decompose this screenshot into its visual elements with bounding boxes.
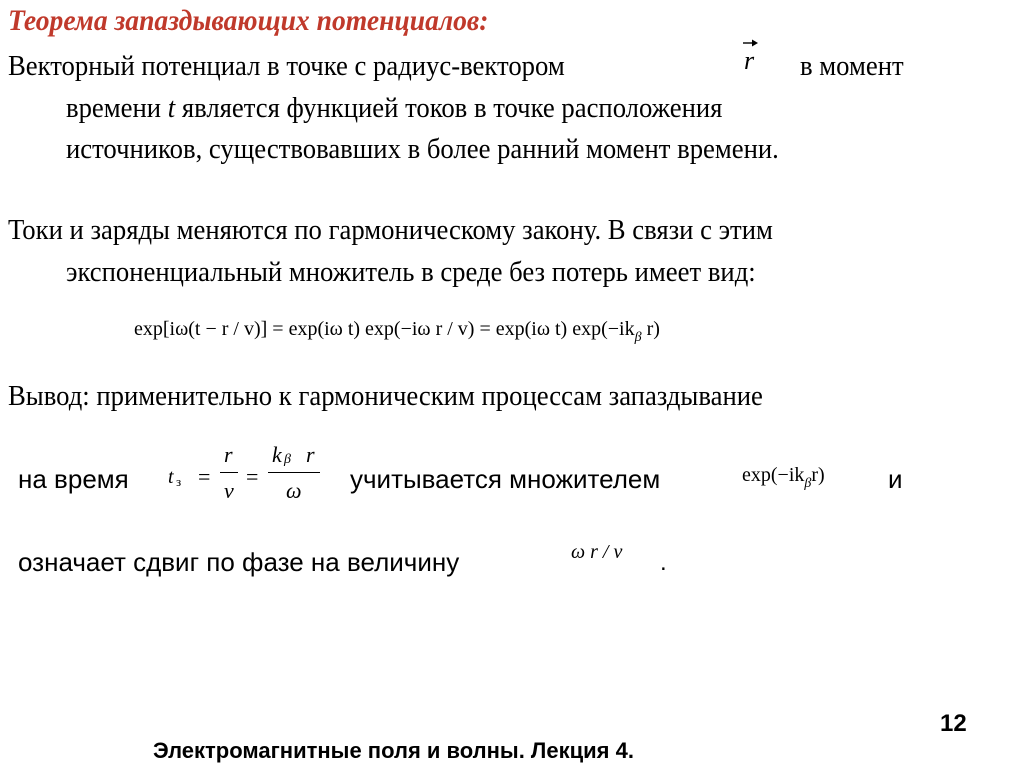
paragraph-2-line-1: Токи и заряды меняются по гармоническому закону. В связи с этим xyxy=(8,214,773,246)
page-number: 12 xyxy=(940,710,967,737)
footer-lecture-title: Электромагнитные поля и волны. Лекция 4. xyxy=(153,738,634,763)
exp-factor-formula: $\exp(-ik_\beta r)$ xyxy=(742,464,825,491)
radius-vector-symbol: r xyxy=(741,36,761,76)
sentence-period: . xyxy=(660,549,667,576)
paragraph-3-line-3: означает сдвиг по фазе на величину xyxy=(18,547,460,577)
exp-identity-formula: exp[iω(t − r / v)] = exp(iω t) exp(−iω r / v) = exp(iω t) $\exp(-ik_\beta$ r) xyxy=(134,318,660,345)
delay-time-formula: t з = r v = k β r ω xyxy=(168,440,338,510)
paragraph-3-line-2-start: на время xyxy=(18,464,129,494)
phase-shift-formula: ω r / v xyxy=(571,541,623,563)
paragraph-3-line-1: Вывод: применительно к гармоническим процессам запаздывание xyxy=(8,380,763,412)
paragraph-2-line-2: экспоненциальный множитель в среде без потерь имеет вид: xyxy=(66,256,756,288)
paragraph-1-line-3: источников, существовавших в более ранний момент времени. xyxy=(66,133,779,165)
paragraph-1-line-1-end: в момент xyxy=(800,50,904,82)
paragraph-1-line-1: Векторный потенциал в точке с радиус-вектором xyxy=(8,50,565,82)
slide-title: Теорема запаздывающих потенциалов: xyxy=(8,4,489,37)
paragraph-3-line-2-end: и xyxy=(888,464,903,494)
paragraph-1-line-2: времени t является функцией токов в точке расположения xyxy=(66,92,723,124)
paragraph-3-line-2-middle: учитывается множителем xyxy=(350,464,661,494)
